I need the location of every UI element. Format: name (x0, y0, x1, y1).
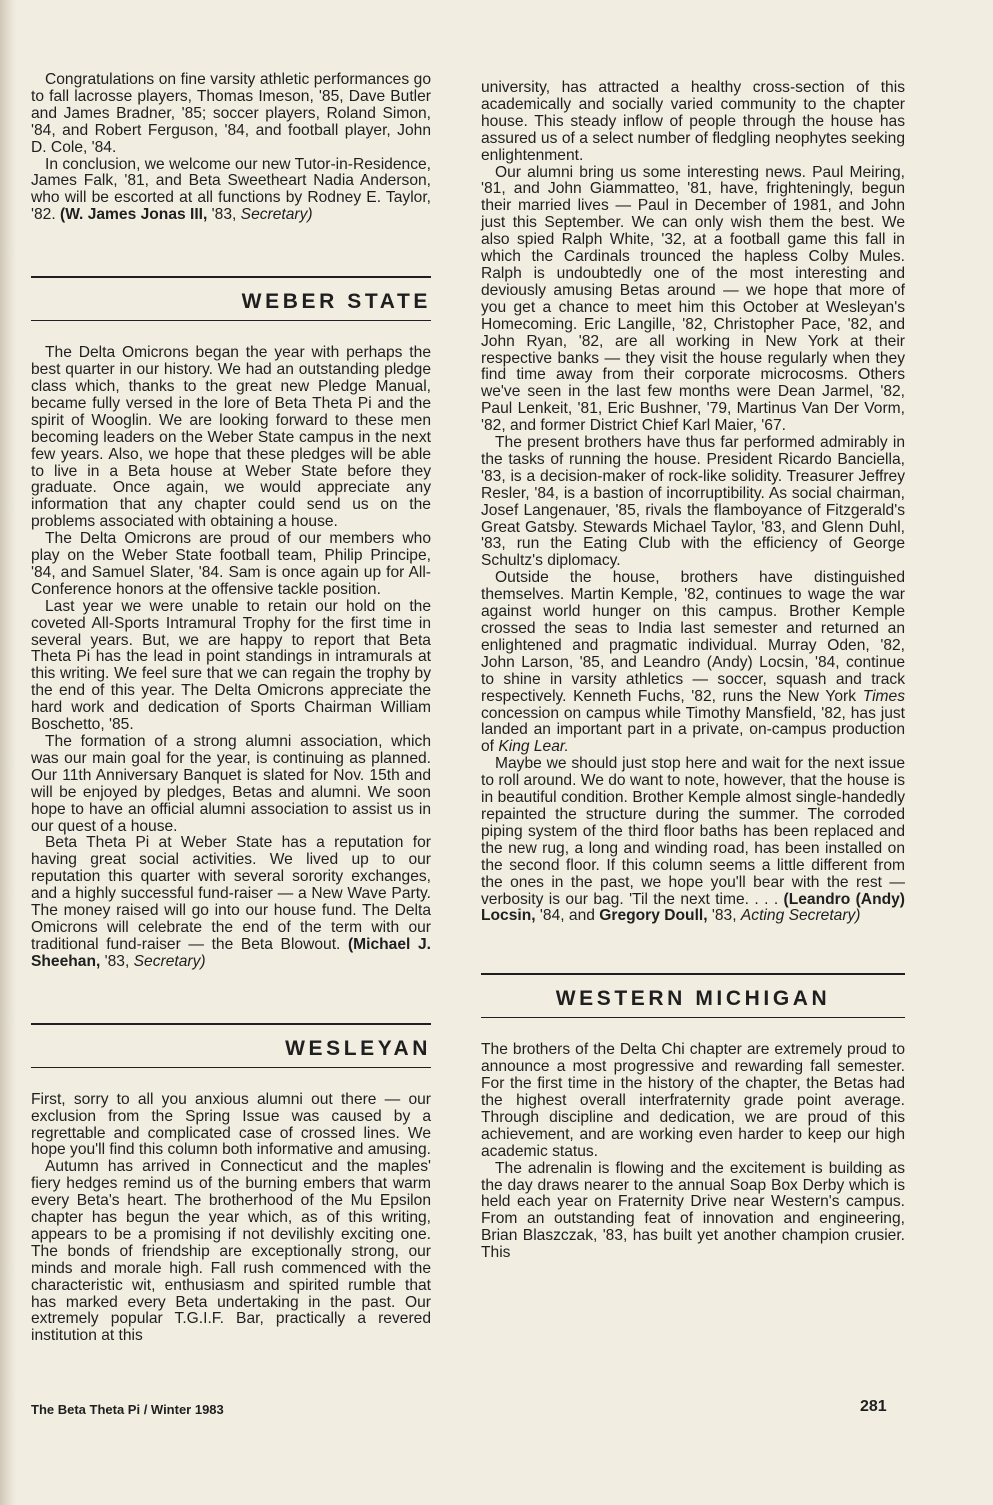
paragraph: The present brothers have thus far performed admirably in the tasks of running the house. President Ricardo Banciella, '83, is a decision-maker of rock-like solidity. Treasurer Jeffrey Resler, '84, is a bastion of incorruptibility. As social chairman, Josef Langenauer, '85, rivals the flamboyance of Fitzgerald's Great Gatsby. Stewards Michael Taylor, '83, and Glenn Duhl, '83, run the Eating Club with the efficiency of George Schultz's diplomacy. (481, 434, 905, 570)
section-underline (481, 1017, 905, 1018)
section-title: WESTERN MICHIGAN (555, 987, 831, 1011)
signature-name: Gregory Doull, (599, 907, 708, 925)
signature-name: (W. James Jonas III, (60, 206, 208, 224)
footer-publication: The Beta Theta Pi / Winter 1983 (31, 1402, 224, 1417)
paragraph: The adrenalin is flowing and the excitement is building as the day draws nearer to the annual Soap Box Derby which is held each year on Fraternity Drive near Western's campus. From an outstanding feat of innovation and engineering, Brian Blaszczak, '83, has built yet another champion crusier. This (481, 1159, 905, 1262)
paragraph: The brothers of the Delta Chi chapter are extremely proud to announce a most progressive and rewarding fall semester. For the first time in the history of the chapter, the Betas had the highest overall interfraternity grade point average. Through discipline and dedication, we are proud of this achievement, and are working even harder to keep our high academic status. (481, 1041, 905, 1160)
left-column (31, 72, 431, 1345)
signature-role: Secretary) (240, 206, 313, 224)
paragraph (481, 570, 905, 756)
signature-year: '83, (207, 206, 241, 224)
section-header-weber-state (31, 276, 431, 321)
signature-name: (Michael J. Sheehan, (31, 935, 431, 970)
section-rule (481, 973, 905, 975)
right-column (481, 80, 905, 1262)
section-title: WEBER STATE (241, 290, 431, 314)
section-header-wesleyan (31, 1023, 431, 1068)
paragraph-text: Outside the house, brothers have distinguished themselves. Martin Kemple, '82, continues to wage the war against world hunger on this campus. Brother Kemple crossed the seas to India last semester and returned an enlightened and pragmatic individual. Murray Oden, '82, John Larson, '85, and Leandro (Andy) Locsin, '84, continue to shine in varsity athletics — soccer, squash and track respectively. Kenneth Fuchs, '82, runs the New York (481, 569, 905, 705)
section-rule (31, 276, 431, 278)
paragraph: Our alumni bring us some interesting news. Paul Meiring, '81, and John Giammatteo, '81, have, frighteningly, begun their married lives — Paul in December of 1981, and John just this September. We can only wish them the best. We also spied Ralph White, '32, at a football game this fall in which the Cardinals trounced the hapless Colby Mules. Ralph is undoubtedly one of the most interesting and deviously amusing Betas around — we hope that more of you get a chance to meet him this October at Wesleyan's Homecoming. Eric Langille, '82, Christopher Pace, '82, and John Ryan, '82, are all working in New York at their respective banks — they visit the house regularly when they find time away from their corporate microcosms. Others we've seen in the last few months were Dean Jarmel, '82, Paul Lenkeit, '81, Eric Bushner, '79, Martinus Van Der Vorm, '82, and former District Chief Karl Maier, '67. (481, 163, 905, 435)
section-underline (31, 1067, 431, 1068)
paragraph (481, 756, 905, 925)
section-title: WESLEYAN (285, 1036, 431, 1060)
paragraph (31, 835, 431, 970)
paragraph: The formation of a strong alumni association, which was our main goal for the year, is continuing as planned. Our 11th Anniversary Banquet is slated for Nov. 15th and will be enjoyed by pledges, Betas and alumni. We soon hope to have an official alumni association to assist us in our quest of a house. (31, 733, 431, 835)
paragraph: university, has attracted a healthy cross-section of this academically and socially varied community to the chapter house. This steady inflow of people through the house has assured us of a select number of fledgling neophytes seeking enlightenment. (481, 79, 905, 164)
signature-year: '84, and (535, 907, 600, 925)
paragraph: Last year we were unable to retain our hold on the coveted All-Sports Intramural Trophy for the first time in several years. But, we are happy to report that Beta Theta Pi has the lead in point standings in intramurals at this writing. We feel sure that we can regain the trophy by the end of this year. The Delta Omicrons appreciate the hard work and dedication of Sports Chairman William Boschetto, '85. (31, 597, 431, 734)
paragraph-text: Beta Theta Pi at Weber State has a reputation for having great social activities. We lived up to our reputation this quarter with several sorority exchanges, and a highly successful fund-raiser — a New Wave Party. The money raised will go into our house fund. The Delta Omicrons will celebrate the end of the term with our traditional fund-raiser — the Beta Blowout. (31, 834, 431, 953)
paragraph-text: Maybe we should just stop here and wait for the next issue to roll around. We do want to note, however, that the house is in beautiful condition. Brother Kemple almost single-handedly repainted the structure during the summer. The corroded piping system of the third floor baths has been replaced and the new rug, a long and winding road, has been installed on the second floor. If this column seems a little different from the ones in the past, we hope you'll bear with the rest — verbosity is our bag. 'Til the next time. . . . (481, 755, 905, 908)
signature-role: Acting Secretary) (740, 907, 861, 925)
paragraph: Autumn has arrived in Connecticut and the maples' fiery hedges remind us of the burning embers that warm every Beta's heart. The brotherhood of the Mu Epsilon chapter has begun the year which, as of this writing, appears to be a promising if not devilishly exciting one. The bonds of friendship are exceptionally strong, our minds and morale high. Fall rush commenced with the characteristic wit, enthusiasm and spirited rumble that has marked every Beta undertaking in the past. Our extremely popular T.G.I.F. Bar, practically a revered institution at this (31, 1158, 431, 1345)
page-binding-shadow (0, 0, 16, 1505)
paragraph (31, 157, 431, 225)
paragraph: First, sorry to all you anxious alumni out there — our exclusion from the Spring Issue was caused by a regrettable and complicated case of crossed lines. We hope you'll find this column both informative and amusing. (31, 1090, 431, 1159)
signature-role: Secretary) (133, 952, 206, 970)
page-number: 281 (860, 1398, 887, 1415)
paragraph: The Delta Omicrons are proud of our members who play on the Weber State football team, Philip Principe, '84, and Samuel Slater, '84. Sam is once again up for All-Conference honors at the offensive tackle position. (31, 530, 431, 598)
signature-name: (Leandro (Andy) Locsin, (481, 890, 905, 925)
signature-year: '83, (100, 952, 134, 970)
italic-title: King Lear. (498, 738, 569, 756)
paragraph-text: In conclusion, we welcome our new Tutor-in-Residence, James Falk, '81, and Beta Sweetheart Nadia Anderson, who will be escorted at all functions by Rodney E. Taylor, '82. (31, 155, 431, 224)
paragraph: Congratulations on fine varsity athletic performances go to fall lacrosse players, Thomas Imeson, '85, Dave Butler and James Bradner, '85; soccer players, Roland Simon, '84, and Robert Ferguson, '84, and football player, John D. Cole, '84. (31, 71, 431, 156)
paragraph: The Delta Omicrons began the year with perhaps the best quarter in our history. We had an outstanding pledge class which, thanks to the great new Pledge Manual, became fully versed in the lore of Beta Theta Pi and the spirit of Wooglin. We are looking forward to these men becoming leaders on the Weber State campus in the next few years. Also, we hope that these pledges will be able to live in a Beta house at Weber State before they graduate. Once again, we would appreciate any information that any chapter could send us on the problems associated with obtaining a house. (31, 344, 431, 531)
section-underline (31, 320, 431, 321)
paragraph-text: concession on campus while Timothy Mansfield, '82, has just landed an important part in a private, on-campus production of (481, 704, 905, 756)
section-header-western-michigan (481, 973, 905, 1018)
section-rule (31, 1023, 431, 1025)
italic-title: Times (862, 687, 905, 705)
signature-year: '83, (707, 907, 741, 925)
